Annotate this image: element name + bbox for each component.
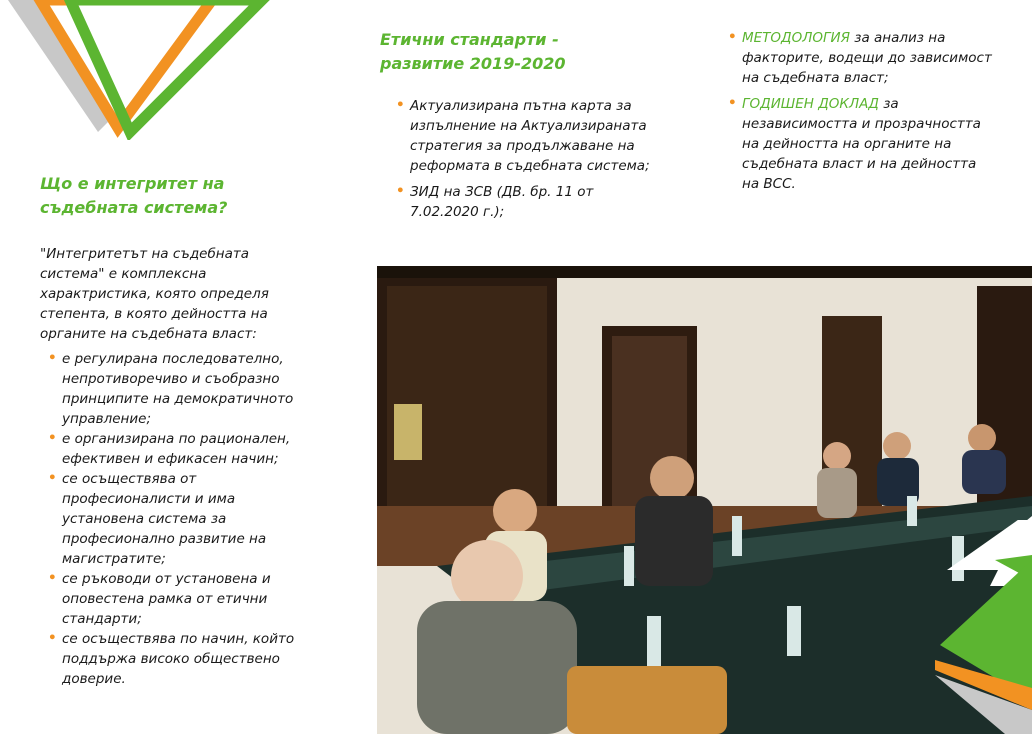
meeting-room-photo — [377, 266, 1032, 734]
list-item: • е регулирана последователно, непротиворечиво и съобразно принципите на демократичното управление; — [48, 350, 294, 427]
ethics-list — [396, 96, 660, 222]
list-item: • се осъществява от професионалисти и има установена система за професионално развитие на магистратите; — [48, 470, 267, 567]
list-item: • МЕТОДОЛОГИЯ за анализ на факторите, водещи до зависимост на съдебната власт; — [728, 29, 992, 86]
list-item: • е организирана по рационален, ефективен и ефикасен начин; — [48, 430, 291, 467]
list-item: • Актуализирана пътна карта за изпълнение на Актуализираната стратегия за продължаване на реформата в съдебната система; — [396, 97, 650, 174]
list-item: • се осъществява по начин, който поддържа високо обществено доверие. — [48, 630, 295, 687]
list-item: • ЗИД на ЗСВ (ДВ. бр. 11 от 7.02.2020 г.); — [396, 183, 594, 220]
top-left-triangles-decoration — [0, 0, 270, 140]
documents-list — [728, 28, 997, 194]
list-item: • се ръководи от установена и оповестена рамка от етични стандарти; — [48, 570, 271, 627]
list-item: • ГОДИШЕН ДОКЛАД за независимостта и прозрачността на дейността на органите на съдебната власт и на дейността на ВСС. — [728, 95, 981, 192]
ethics-heading: Етични стандарти - развитие 2019-2020 — [380, 30, 566, 73]
bottom-right-triangles-decoration — [935, 520, 1032, 734]
integrity-intro: "Интегритетът на съдебната система" е комплексна характристика, която определя степента, в която дейността на органите на съдебната власт: — [40, 246, 269, 342]
integrity-heading: Що е интегритет на съдебната система? — [40, 174, 228, 217]
integrity-list — [48, 349, 302, 689]
